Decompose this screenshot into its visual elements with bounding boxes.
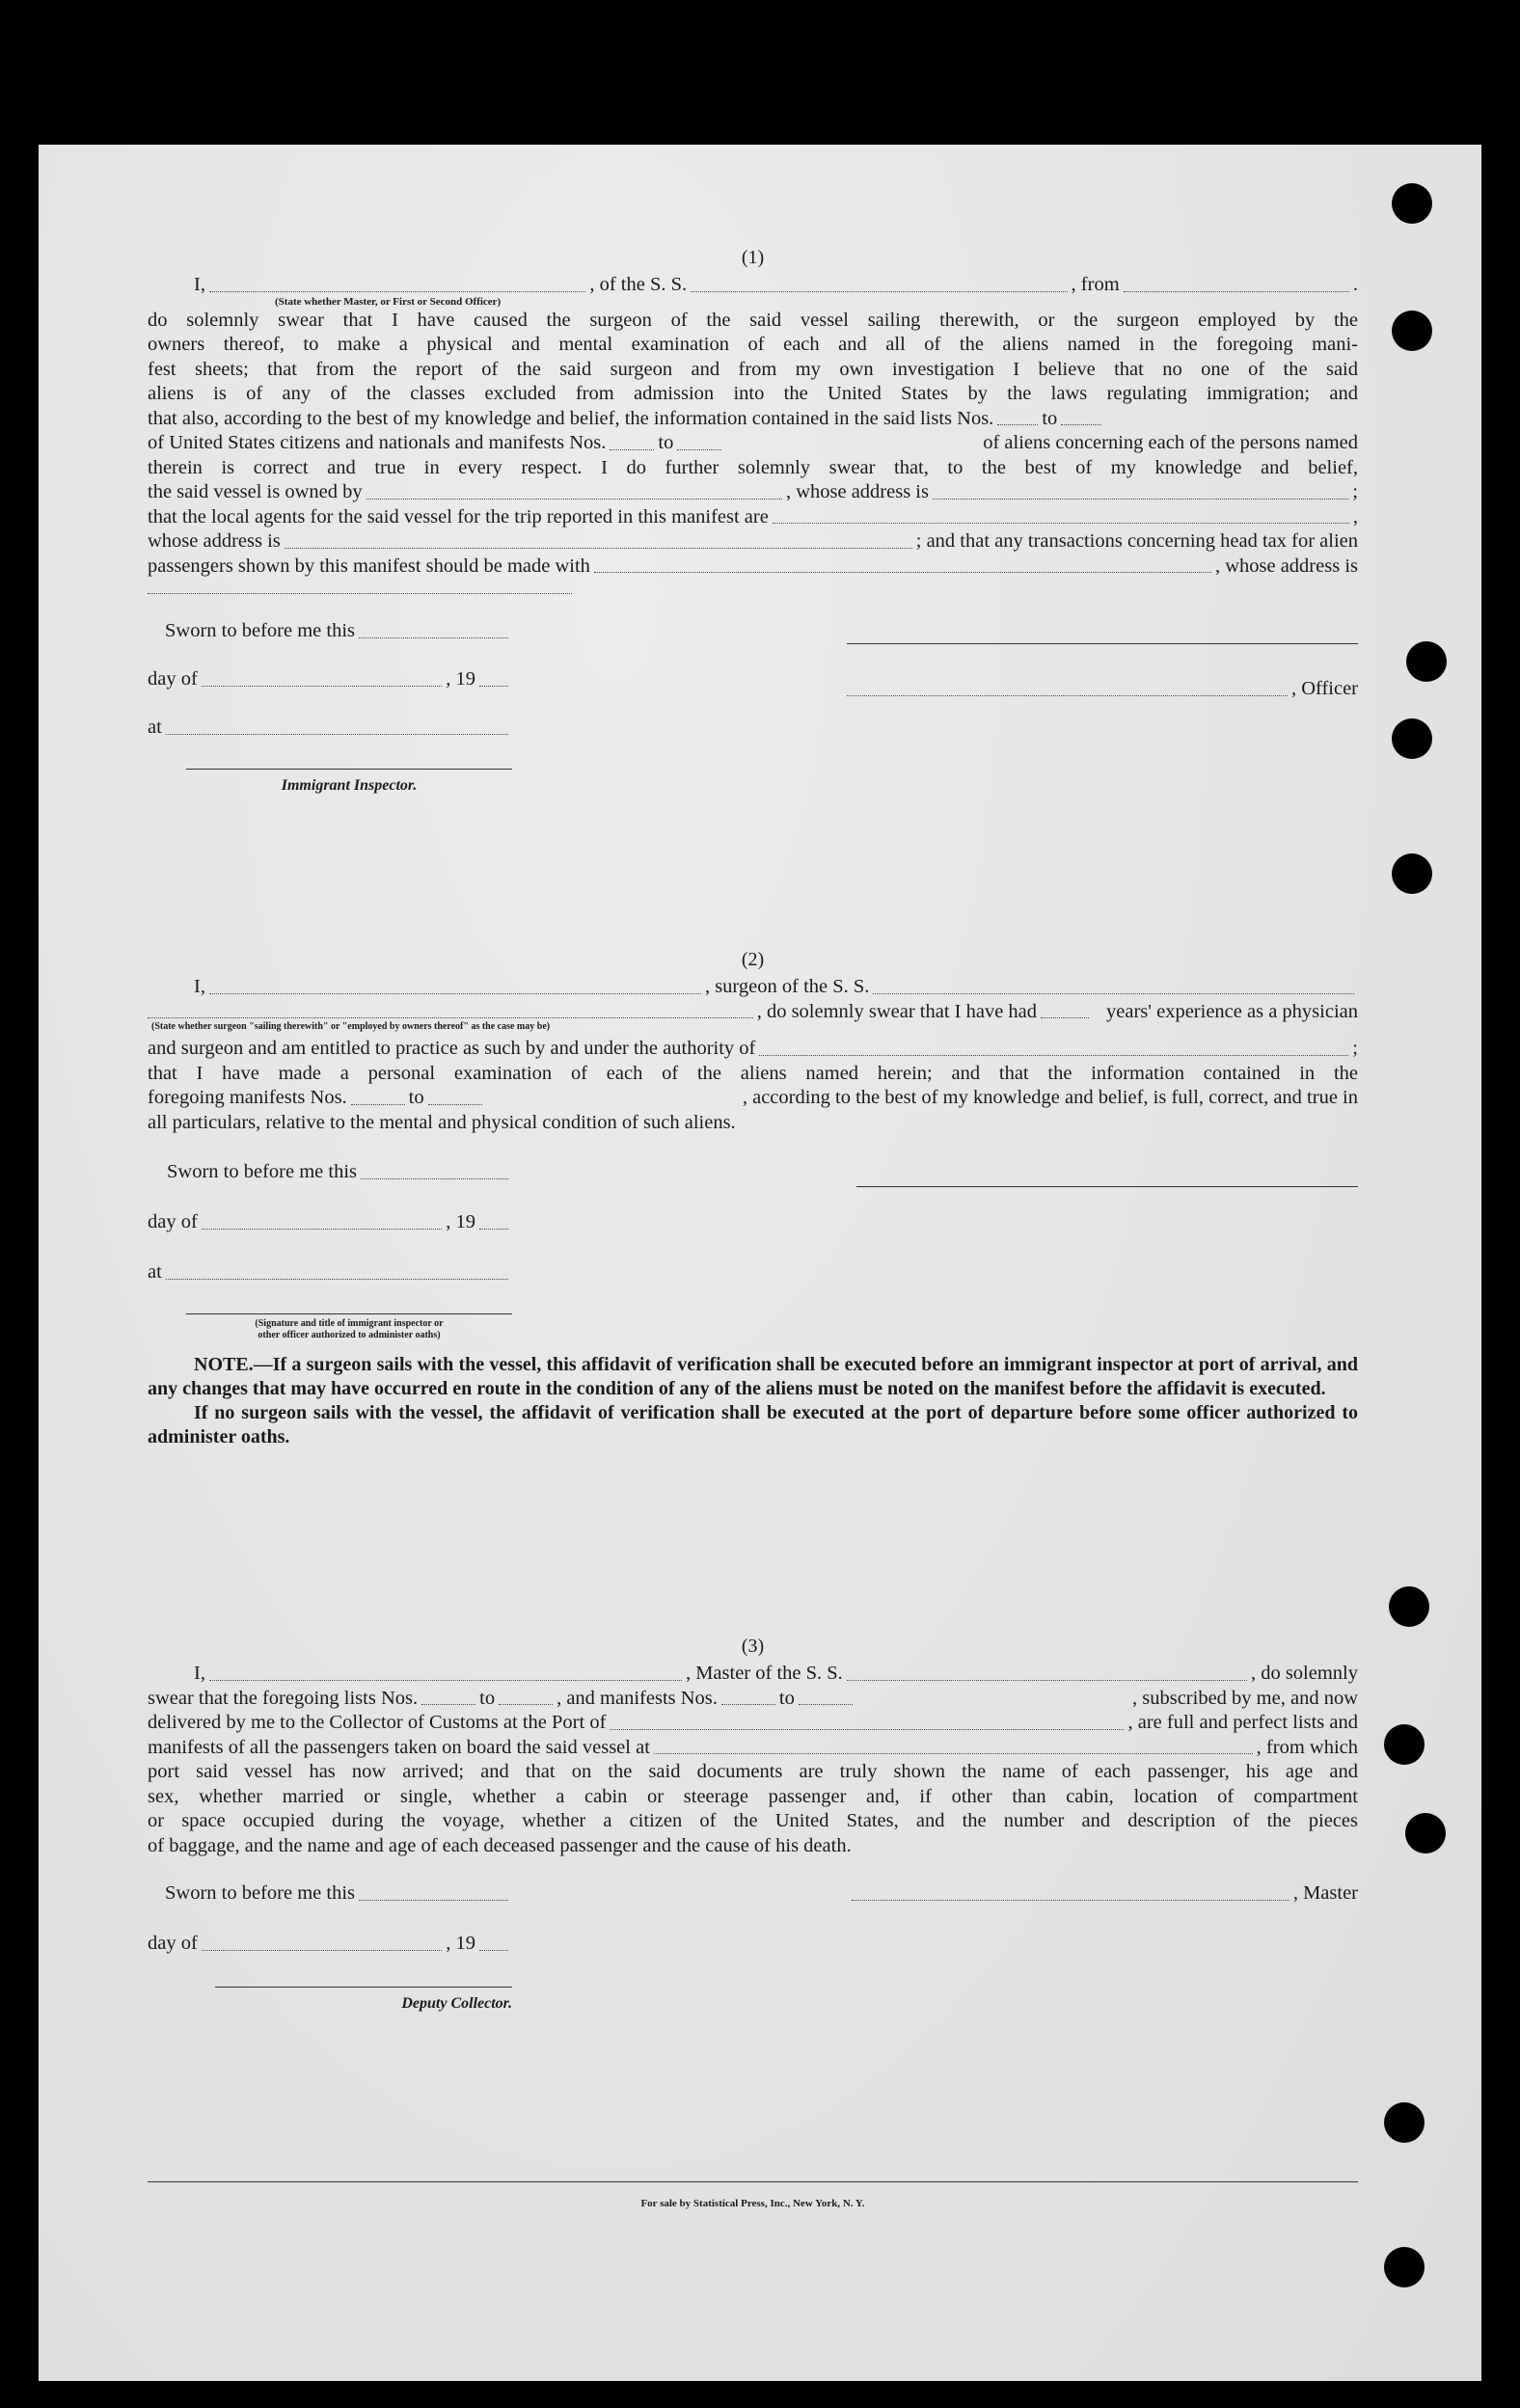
text: , Master [1292, 1882, 1358, 1904]
text: , according to the best of my knowledge and belief, is full, correct, and true in [742, 1087, 1358, 1108]
text: , from which [1256, 1736, 1358, 1758]
head-tax-address-field[interactable] [148, 592, 572, 594]
owner-address-field[interactable] [933, 498, 1348, 500]
text: ; [1352, 481, 1358, 502]
text: , are full and perfect lists and [1127, 1712, 1358, 1733]
month-field[interactable] [202, 685, 442, 687]
text: , and manifests Nos. [556, 1687, 718, 1709]
text: to [1042, 407, 1058, 429]
text: to [479, 1687, 496, 1709]
paragraph-line: owners thereof, to make a physical and mental examination of each and all of the aliens named in the foregoing mani- [148, 334, 1358, 355]
text: swear that the foregoing lists Nos. [148, 1687, 419, 1709]
year-field[interactable] [479, 1949, 508, 1951]
section-number: (2) [741, 949, 765, 970]
text: , Officer [1290, 678, 1358, 699]
text: day of [148, 1211, 198, 1232]
signature-line[interactable] [215, 1986, 512, 1988]
note-paragraph [148, 1353, 1358, 1401]
place-field[interactable] [166, 733, 508, 735]
section-number: (1) [741, 247, 765, 268]
paragraph-line: or space occupied during the voyage, whether a citizen of the United States, and the number and description of the pieces [148, 1810, 1358, 1831]
paragraph-line: therein is correct and true in every respect. I do further solemnly swear that, to the best of my knowledge and belief, [148, 456, 1358, 478]
text: , of the S. S. [589, 274, 688, 295]
text: to [778, 1687, 795, 1709]
text: of aliens concerning each of the persons named [983, 432, 1358, 453]
text: , whose address is [1214, 555, 1358, 577]
form-page [39, 145, 1481, 2381]
text: I, [194, 274, 205, 295]
text: Sworn to before me this [165, 620, 355, 641]
field-hint: (State whether surgeon "sailing therewith" or "employed by owners thereof" as the case may be) [151, 1021, 551, 1032]
field-hint: (State whether Master, or First or Second Officer) [275, 295, 502, 308]
text: , subscribed by me, and now [1132, 1687, 1358, 1709]
affidavit-master [148, 246, 1358, 795]
affidavit-surgeon [148, 948, 1358, 1449]
vessel-field[interactable] [873, 992, 1354, 994]
month-field[interactable] [202, 1949, 442, 1951]
text: , whose address is [785, 481, 929, 502]
signature-caption: Immigrant Inspector. [281, 777, 418, 794]
text: the said vessel is owned by [148, 481, 363, 502]
signature-caption: other officer authorized to administer oaths) [258, 1330, 441, 1340]
sworn-date-field[interactable] [361, 1177, 508, 1179]
text: I, [194, 1663, 205, 1684]
signature-line[interactable] [186, 1312, 512, 1314]
text: , 19 [446, 1933, 475, 1954]
text: , 19 [446, 1211, 475, 1232]
master-signature-field[interactable] [852, 1899, 1289, 1901]
manifest-from-field[interactable] [721, 1703, 775, 1705]
note-text: —If a surgeon sails with the vessel, this affidavit of verification shall be executed before an immigrant inspector at port of arrival, and any changes that may have occurred en route in the condition of any of the aliens must be noted on the manifest before the affidavit is executed. [148, 1354, 1358, 1399]
text: manifests of all the passengers taken on board the said vessel at [148, 1736, 650, 1758]
text: . [1352, 274, 1359, 295]
text: passengers shown by this manifest should be made with [148, 555, 590, 577]
punch-hole [1392, 853, 1432, 894]
text: Sworn to before me this [165, 1882, 355, 1904]
text: at [148, 1261, 162, 1283]
printer-imprint: For sale by Statistical Press, Inc., New York, N. Y. [640, 2198, 865, 2209]
text: I, [194, 976, 205, 997]
manifest-to-field[interactable] [677, 448, 721, 450]
departure-port-field[interactable] [654, 1752, 1253, 1754]
sworn-date-field[interactable] [359, 636, 508, 638]
text: , [1352, 505, 1358, 528]
paragraph-line: port said vessel has now arrived; and that on the said documents are truly shown the name of each passenger, his age and [148, 1761, 1358, 1782]
footer-rule [148, 2180, 1358, 2182]
text: of United States citizens and nationals and manifests Nos. [148, 432, 607, 453]
manifest-to-field[interactable] [799, 1703, 853, 1705]
text: ; and that any transactions concerning head tax for alien [915, 530, 1358, 552]
surgeon-name-field[interactable] [209, 992, 701, 994]
vessel-field[interactable] [847, 1679, 1247, 1681]
paragraph-line: fest sheets; that from the report of the said surgeon and from my own investigation I believe that no one of the said [148, 358, 1358, 380]
list-to-field[interactable] [1061, 423, 1101, 425]
rank-field[interactable] [209, 290, 585, 292]
punch-hole [1406, 641, 1447, 682]
text: years' experience as a physician [1106, 1000, 1358, 1022]
years-field[interactable] [1041, 1016, 1089, 1018]
text: , surgeon of the S. S. [704, 976, 870, 997]
place-field[interactable] [166, 1278, 508, 1280]
port-field[interactable] [1124, 290, 1349, 292]
year-field[interactable] [479, 1228, 508, 1230]
manifest-from-field[interactable] [610, 448, 654, 450]
punch-hole [1389, 1586, 1429, 1627]
surgeon-signature-line[interactable] [856, 1185, 1358, 1187]
month-field[interactable] [202, 1228, 442, 1230]
surgeon-status-field[interactable] [148, 1016, 753, 1018]
punch-hole [1392, 311, 1432, 351]
text: day of [148, 668, 198, 690]
punch-hole [1384, 2102, 1425, 2143]
paragraph-line: sex, whether married or single, whether a cabin or steerage passenger and, if other than cabin, location of compartment [148, 1785, 1358, 1807]
list-from-field[interactable] [421, 1703, 475, 1705]
paragraph-line: that I have made a personal examination of each of the aliens named herein; and that the information contained in the [148, 1062, 1358, 1084]
text: , do solemnly [1250, 1663, 1358, 1684]
master-name-field[interactable] [209, 1679, 682, 1681]
paragraph-line: all particulars, relative to the mental and physical condition of such aliens. [148, 1111, 736, 1133]
text: whose address is [148, 530, 281, 552]
punch-hole [1405, 1813, 1446, 1853]
paragraph-line: aliens is of any of the classes excluded from admission into the United States by the laws regulating immigration; and [148, 383, 1358, 404]
punch-hole [1384, 2247, 1425, 2287]
section-number: (3) [741, 1636, 765, 1657]
manifest-from-field[interactable] [351, 1103, 405, 1105]
list-to-field[interactable] [499, 1703, 553, 1705]
punch-hole [1384, 1724, 1425, 1765]
signature-caption: Deputy Collector. [401, 1995, 512, 2012]
text: at [148, 717, 162, 738]
list-from-field[interactable] [997, 423, 1038, 425]
text: and surgeon and am entitled to practice as such by and under the authority of [148, 1038, 756, 1059]
text: , 19 [446, 668, 475, 690]
agents-field[interactable] [773, 522, 1349, 524]
punch-hole [1392, 718, 1432, 759]
text: , do solemnly swear that I have had [756, 1000, 1038, 1022]
text: that also, according to the best of my knowledge and belief, the information contained in the said lists Nos. [148, 407, 994, 429]
paragraph-line: do solemnly swear that I have caused the surgeon of the said vessel sailing therewith, or the surgeon employed by the [148, 309, 1358, 331]
note-paragraph: If no surgeon sails with the vessel, the affidavit of verification shall be executed at the port of departure before some officer authorized to administer oaths. [148, 1402, 1358, 1448]
affidavit-master-arrival [148, 1635, 1358, 2026]
punch-hole [1392, 183, 1432, 224]
agents-address-field[interactable] [285, 547, 912, 549]
text: delivered by me to the Collector of Customs at the Port of [148, 1712, 607, 1733]
text: day of [148, 1933, 198, 1954]
officer-signature-field[interactable] [847, 694, 1288, 696]
owner-field[interactable] [366, 498, 782, 500]
text: that the local agents for the said vessel for the trip reported in this manifest are [148, 505, 769, 528]
officer-signature-line[interactable] [847, 642, 1358, 644]
text: to [658, 432, 674, 453]
year-field[interactable] [479, 685, 508, 687]
text: , Master of the S. S. [685, 1663, 843, 1684]
manifest-to-field[interactable] [428, 1103, 482, 1105]
port-field[interactable] [610, 1728, 1124, 1730]
signature-line[interactable] [186, 768, 512, 770]
head-tax-party-field[interactable] [594, 571, 1211, 573]
text: foregoing manifests Nos. [148, 1087, 347, 1108]
text: , from [1071, 274, 1120, 295]
note-label: NOTE. [194, 1354, 254, 1375]
signature-caption: (Signature and title of immigrant inspector or [255, 1318, 444, 1329]
vessel-field[interactable] [691, 290, 1067, 292]
text: Sworn to before me this [167, 1161, 357, 1182]
authority-field[interactable] [759, 1054, 1348, 1056]
text: ; [1352, 1038, 1358, 1059]
sworn-date-field[interactable] [359, 1899, 508, 1901]
text: to [408, 1087, 424, 1108]
paragraph-line: of baggage, and the name and age of each deceased passenger and the cause of his death. [148, 1834, 852, 1856]
